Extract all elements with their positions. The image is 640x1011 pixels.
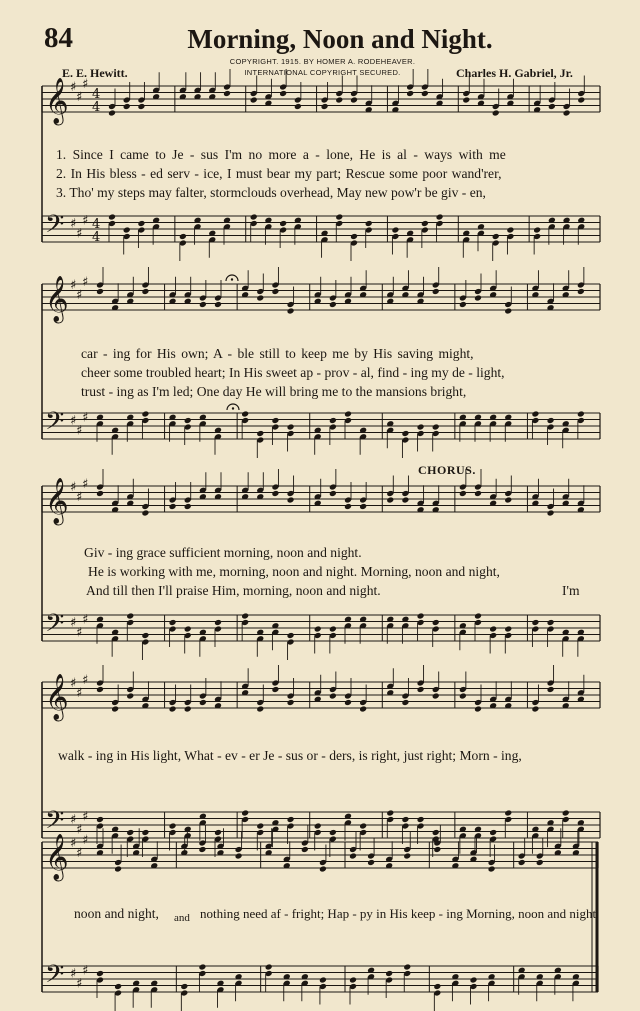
hymn-composer: Charles H. Gabriel, Jr. — [456, 66, 573, 80]
note-head — [417, 816, 425, 823]
hymn-author: E. E. Hewitt. — [62, 66, 128, 80]
chorus-line-2b: and — [174, 912, 190, 924]
sharp-sign: ♯ — [82, 410, 89, 426]
note-head — [287, 816, 295, 823]
note-head — [250, 214, 258, 221]
note-head — [241, 810, 249, 817]
sharp-sign: ♯ — [70, 966, 77, 982]
note-head — [169, 619, 177, 626]
note-head — [547, 510, 555, 517]
verse-1-line-1: 1. Since I came to Je - sus I'm no more a - lone, He is al - ways with me — [56, 147, 506, 162]
note-head — [256, 430, 264, 437]
verse-1-line-3: Giv - ing grace sufficient morning, noon and night. — [84, 545, 362, 560]
sharp-sign: ♯ — [76, 685, 83, 701]
time-signature-top: 4 — [92, 217, 101, 232]
note-head — [531, 619, 539, 626]
sharp-sign: ♯ — [76, 287, 83, 303]
sharp-sign: ♯ — [82, 76, 89, 92]
note-head — [577, 411, 585, 418]
note-head — [391, 227, 399, 234]
verse-1-line-2: car - ing for His own; A - ble still to keep me by His saving might, — [81, 346, 474, 361]
note-head — [184, 706, 192, 713]
chorus-label: CHORUS. — [418, 463, 476, 477]
note-head — [271, 288, 279, 295]
note-head — [470, 977, 478, 984]
note-head — [547, 686, 555, 693]
note-head — [180, 983, 188, 990]
note-head — [359, 503, 367, 510]
sharp-sign: ♯ — [82, 832, 89, 848]
note-head — [359, 823, 367, 830]
bass-clef: 𝄢 — [45, 406, 65, 442]
note-head — [108, 110, 116, 117]
treble-clef: 𝄞 — [45, 833, 69, 880]
note-head — [359, 706, 367, 713]
note-head — [344, 699, 352, 706]
note-head — [321, 103, 329, 110]
note-head — [562, 810, 570, 817]
note-head — [126, 829, 134, 836]
note-head — [96, 288, 104, 295]
note-head — [123, 103, 131, 110]
note-head — [114, 983, 122, 990]
note-head — [403, 853, 411, 860]
note-head — [223, 90, 231, 97]
note-head — [432, 424, 440, 431]
note-head — [365, 220, 373, 227]
note-head — [401, 430, 409, 437]
sharp-sign: ♯ — [70, 216, 77, 232]
note-head — [329, 626, 337, 633]
note-head — [329, 829, 337, 836]
verse-2-line-3-chorus: He is working with me, morning, noon and night. Morning, noon and night, — [88, 564, 500, 579]
note-head — [462, 97, 470, 104]
sharp-sign: ♯ — [76, 226, 83, 242]
treble-clef: 𝄞 — [45, 673, 69, 720]
sharp-sign: ♯ — [70, 278, 77, 293]
sharp-sign: ♯ — [76, 822, 83, 838]
note-head — [401, 497, 409, 504]
note-head — [141, 510, 149, 517]
note-head — [432, 829, 440, 836]
note-head — [506, 227, 514, 234]
note-head — [504, 626, 512, 633]
note-head — [349, 853, 357, 860]
treble-clef: 𝄞 — [45, 275, 69, 322]
fermata-dot — [232, 407, 234, 409]
note-head — [417, 613, 425, 620]
note-head — [198, 846, 206, 853]
note-head — [287, 308, 295, 315]
note-head — [141, 632, 149, 639]
note-head — [96, 970, 104, 977]
hymn-number: 84 — [44, 22, 73, 54]
sharp-sign: ♯ — [70, 80, 77, 95]
verse-2-line-2: cheer some troubled heart; In His sweet ap - prov - al, find - ing my de - light, — [81, 365, 505, 380]
note-head — [96, 686, 104, 693]
sharp-sign: ♯ — [70, 615, 77, 631]
note-head — [287, 424, 295, 431]
hymn-title: Morning, Noon and Night. — [187, 24, 493, 54]
note-head — [287, 497, 295, 504]
note-head — [577, 97, 585, 104]
note-head — [386, 497, 394, 504]
note-head — [459, 693, 467, 700]
note-head — [474, 613, 482, 620]
note-head — [459, 301, 467, 308]
note-head — [199, 699, 207, 706]
note-head — [169, 503, 177, 510]
sharp-sign: ♯ — [76, 89, 83, 105]
note-head — [265, 964, 273, 971]
note-head — [169, 706, 177, 713]
note-head — [141, 288, 149, 295]
sharp-sign: ♯ — [82, 476, 89, 492]
note-head — [536, 859, 544, 866]
note-head — [271, 417, 279, 424]
chorus-line-2c: nothing need af - fright; Hap - py in His keep - ing Morning, noon and night. — [200, 906, 600, 921]
sharp-sign: ♯ — [70, 812, 77, 828]
note-head — [436, 214, 444, 221]
note-head — [385, 970, 393, 977]
note-head — [329, 301, 337, 308]
time-signature-top: 4 — [92, 87, 101, 102]
sharp-sign: ♯ — [76, 423, 83, 439]
treble-clef: 𝄞 — [45, 477, 69, 524]
note-head — [459, 490, 467, 497]
fermata-dot — [231, 278, 233, 280]
note-head — [531, 706, 539, 713]
note-head — [319, 977, 327, 984]
chorus-pickup: I'm — [562, 583, 580, 598]
note-head — [214, 829, 222, 836]
note-head — [474, 295, 482, 302]
note-head — [386, 810, 394, 817]
note-head — [287, 699, 295, 706]
bass-clef: 𝄢 — [45, 209, 65, 245]
note-head — [126, 693, 134, 700]
note-head — [319, 866, 327, 873]
chorus-line-2a: noon and night, — [74, 906, 159, 921]
note-head — [335, 214, 343, 221]
note-head — [126, 613, 134, 620]
bass-clef: 𝄢 — [45, 805, 65, 841]
note-head — [114, 866, 122, 873]
note-head — [492, 110, 500, 117]
note-head — [401, 699, 409, 706]
note-head — [433, 846, 441, 853]
note-head — [279, 220, 287, 227]
bass-clef: 𝄢 — [45, 959, 65, 995]
treble-clef: 𝄞 — [45, 77, 69, 124]
note-head — [301, 846, 309, 853]
note-head — [548, 103, 556, 110]
copyright-line-1: COPYRIGHT. 1915. BY HOMER A. RODEHEAVER. — [229, 57, 416, 66]
verse-3-line-3: And till then I'll praise Him, morning, noon and night. — [86, 583, 381, 598]
note-head — [256, 823, 264, 830]
sharp-sign: ♯ — [70, 836, 77, 851]
note-head — [250, 97, 258, 104]
copyright-line-2: INTERNATIONAL COPYRIGHT SECURED. — [244, 68, 401, 77]
sharp-sign: ♯ — [70, 480, 77, 495]
note-head — [504, 810, 512, 817]
time-signature-bottom: 4 — [92, 100, 101, 115]
note-head — [198, 964, 206, 971]
note-head — [432, 619, 440, 626]
note-head — [141, 829, 149, 836]
note-head — [504, 497, 512, 504]
note-head — [184, 503, 192, 510]
note-head — [547, 619, 555, 626]
note-head — [335, 97, 343, 104]
note-head — [401, 816, 409, 823]
note-head — [108, 214, 116, 221]
note-head — [314, 823, 322, 830]
note-head — [141, 411, 149, 418]
note-head — [474, 490, 482, 497]
note-head — [432, 693, 440, 700]
verse-3-line-1: 3. Tho' my steps may falter, stormclouds overhead, May new pow'r be giv - en, — [56, 185, 486, 200]
note-head — [241, 411, 249, 418]
note-head — [547, 417, 555, 424]
note-head — [184, 626, 192, 633]
note-head — [417, 424, 425, 431]
note-head — [96, 490, 104, 497]
note-head — [287, 632, 295, 639]
note-head — [421, 220, 429, 227]
note-head — [279, 90, 287, 97]
sharp-sign: ♯ — [70, 676, 77, 691]
bass-clef: 𝄢 — [45, 608, 65, 644]
note-head — [563, 110, 571, 117]
note-head — [533, 227, 541, 234]
note-head — [314, 626, 322, 633]
time-signature-bottom: 4 — [92, 230, 101, 245]
sharp-sign: ♯ — [76, 625, 83, 641]
chorus-line-1: walk - ing in His light, What - ev - er Je - sus or - ders, is right, just right; Morn - ing, — [58, 748, 522, 763]
note-head — [492, 233, 500, 240]
verse-3-line-2: trust - ing as I'm led; One day He will bring me to the mansions bright, — [81, 384, 467, 399]
note-head — [421, 90, 429, 97]
note-head — [329, 417, 337, 424]
note-head — [179, 233, 187, 240]
note-head — [349, 977, 357, 984]
note-head — [137, 103, 145, 110]
sharp-sign: ♯ — [76, 489, 83, 505]
note-head — [329, 693, 337, 700]
note-head — [433, 983, 441, 990]
note-head — [344, 503, 352, 510]
note-head — [169, 823, 177, 830]
note-head — [111, 706, 119, 713]
note-head — [367, 859, 375, 866]
note-head — [241, 613, 249, 620]
note-head — [518, 859, 526, 866]
sharp-sign: ♯ — [82, 274, 89, 290]
note-head — [474, 706, 482, 713]
sharp-sign: ♯ — [82, 672, 89, 688]
verse-2-line-1: 2. In His bless - ed serv - ice, I must bear my part; Rescue some poor wand'rer, — [56, 166, 502, 181]
sharp-sign: ♯ — [82, 612, 89, 628]
note-head — [214, 301, 222, 308]
note-head — [214, 619, 222, 626]
note-head — [488, 866, 496, 873]
note-head — [432, 288, 440, 295]
note-head — [329, 490, 337, 497]
note-head — [235, 853, 243, 860]
sharp-sign: ♯ — [82, 809, 89, 825]
sharp-sign: ♯ — [76, 976, 83, 992]
sharp-sign: ♯ — [82, 213, 89, 229]
sharp-sign: ♯ — [70, 413, 77, 429]
note-head — [344, 411, 352, 418]
note-head — [256, 706, 264, 713]
note-head — [123, 227, 131, 234]
note-head — [137, 220, 145, 227]
note-head — [184, 417, 192, 424]
note-head — [417, 686, 425, 693]
note-head — [403, 964, 411, 971]
note-head — [489, 626, 497, 633]
note-head — [271, 686, 279, 693]
note-head — [489, 829, 497, 836]
sharp-sign: ♯ — [82, 963, 89, 979]
note-head — [350, 97, 358, 104]
note-head — [271, 490, 279, 497]
note-head — [96, 816, 104, 823]
note-head — [199, 301, 207, 308]
note-head — [256, 295, 264, 302]
sharp-sign: ♯ — [76, 845, 83, 861]
note-head — [531, 411, 539, 418]
note-head — [577, 288, 585, 295]
note-head — [350, 233, 358, 240]
note-head — [406, 90, 414, 97]
note-head — [504, 308, 512, 315]
note-head — [294, 103, 302, 110]
